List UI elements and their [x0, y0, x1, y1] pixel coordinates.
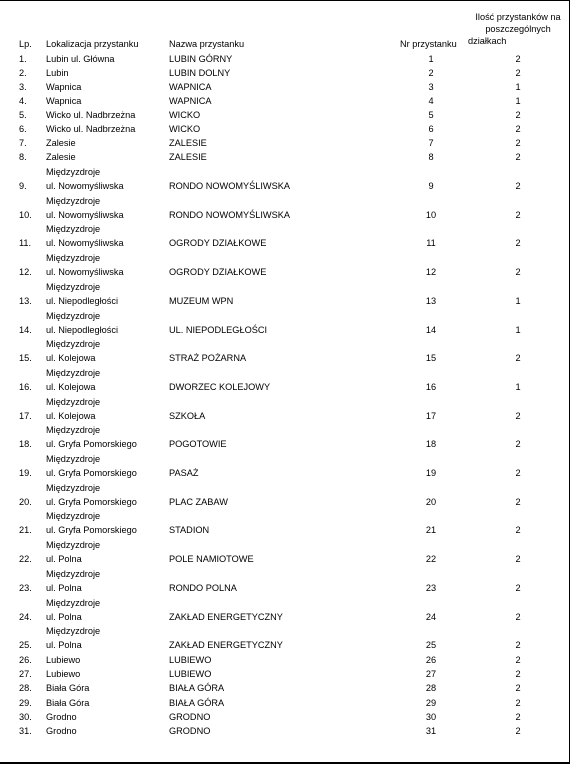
stop-count: 2 — [515, 669, 521, 680]
stop-count: 2 — [515, 697, 521, 708]
row-number: 21. — [19, 525, 32, 536]
row-number: 15. — [19, 353, 32, 364]
stop-count: 2 — [515, 353, 521, 364]
location-street: Grodno — [46, 726, 77, 736]
row-number: 12. — [19, 267, 32, 278]
location-street: ul. Kolejowa — [46, 381, 96, 392]
row-number: 26. — [19, 655, 32, 665]
stop-number: 20 — [425, 496, 437, 507]
stop-number: 8 — [428, 152, 434, 162]
location-city: Międzyzdroje — [46, 396, 101, 407]
stop-number: 30 — [425, 711, 437, 722]
stop-count: 2 — [515, 525, 521, 536]
stop-count: 2 — [515, 683, 521, 694]
stop-name: RONDO NOWOMYŚLIWSKA — [169, 181, 290, 191]
row-number: 28. — [19, 683, 32, 694]
stop-number: 7 — [428, 138, 434, 148]
location-street: Zalesie — [46, 138, 76, 148]
stop-number: 6 — [428, 124, 434, 134]
location-street: ul. Gryfa Pomorskiego — [46, 439, 137, 450]
location-street: ul. Nowomyśliwska — [46, 181, 124, 191]
row-number: 24. — [19, 611, 32, 622]
location-street: Wapnica — [46, 96, 82, 106]
stop-name: ZALESIE — [169, 138, 207, 148]
location-city: Międzyzdroje — [46, 253, 101, 264]
location-city: Międzyzdroje — [46, 367, 101, 378]
row-number: 11. — [19, 238, 32, 249]
stop-number: 12 — [425, 267, 437, 278]
stop-count: 2 — [515, 267, 521, 278]
stop-count: 2 — [515, 655, 521, 665]
stop-number: 22 — [425, 554, 437, 565]
stop-name: POLE NAMIOTOWE — [169, 554, 254, 565]
stop-count: 1 — [515, 82, 521, 92]
location-city: Międzyzdroje — [46, 540, 101, 551]
header-count-line3: działkach — [468, 36, 507, 46]
stop-number: 24 — [425, 611, 437, 622]
location-street: ul. Gryfa Pomorskiego — [46, 468, 137, 478]
stop-count: 2 — [515, 238, 521, 249]
stop-name: WICKO — [169, 110, 201, 120]
location-street: Zalesie — [46, 152, 76, 162]
stop-name: MUZEUM WPN — [169, 295, 234, 306]
stop-name: ZAKŁAD ENERGETYCZNY — [169, 640, 283, 651]
location-street: ul. Niepodległości — [46, 324, 119, 335]
row-number: 16. — [19, 381, 32, 392]
stop-number: 10 — [425, 209, 437, 220]
row-number: 6. — [19, 124, 27, 134]
row-number: 18. — [19, 439, 32, 450]
stop-number: 19 — [425, 468, 437, 478]
stop-name: ZAKŁAD ENERGETYCZNY — [169, 611, 283, 622]
location-street: ul. Polna — [46, 582, 82, 593]
location-city: Międzyzdroje — [46, 568, 101, 579]
stop-number: 13 — [425, 295, 437, 306]
stop-count: 2 — [515, 410, 521, 421]
stop-number: 9 — [428, 181, 434, 191]
stop-name: OGRODY DZIAŁKOWE — [169, 267, 267, 278]
stop-number: 15 — [425, 353, 437, 364]
row-number: 13. — [19, 295, 32, 306]
stop-count: 2 — [515, 124, 521, 134]
stop-name: LUBIEWO — [169, 655, 212, 665]
location-street: Wicko ul. Nadbrzeżna — [46, 124, 136, 134]
stop-number: 3 — [428, 82, 434, 92]
stop-number: 23 — [425, 582, 437, 593]
stop-count: 2 — [515, 110, 521, 120]
stop-count: 2 — [515, 439, 521, 450]
stop-name: ZALESIE — [169, 152, 207, 162]
location-street: Wapnica — [46, 82, 82, 92]
header-location: Lokalizacja przystanku — [46, 39, 139, 49]
stop-name: DWORZEC KOLEJOWY — [169, 381, 271, 392]
stop-number: 18 — [425, 439, 437, 450]
row-number: 17. — [19, 410, 32, 421]
stop-count: 1 — [515, 295, 521, 306]
row-number: 30. — [19, 711, 32, 722]
stop-name: RONDO NOWOMYŚLIWSKA — [169, 209, 290, 220]
location-street: ul. Kolejowa — [46, 410, 96, 421]
location-street: Biała Góra — [46, 683, 90, 694]
stop-number: 28 — [425, 683, 437, 694]
stop-name: BIAŁA GÓRA — [169, 697, 225, 708]
location-city: Międzyzdroje — [46, 597, 101, 608]
row-number: 7. — [19, 138, 27, 148]
location-street: Wicko ul. Nadbrzeżna — [46, 110, 136, 120]
stop-name: LUBIN GÓRNY — [169, 54, 233, 64]
stop-count: 2 — [515, 496, 521, 507]
stop-name: LUBIEWO — [169, 669, 212, 680]
stop-count: 2 — [515, 68, 521, 78]
stop-count: 2 — [515, 640, 521, 651]
row-number: 22. — [19, 554, 32, 565]
stop-count: 2 — [515, 554, 521, 565]
stop-number: 5 — [428, 110, 434, 120]
stop-count: 2 — [515, 181, 521, 191]
row-number: 19. — [19, 468, 32, 478]
location-street: ul. Polna — [46, 640, 82, 651]
stop-count: 2 — [515, 138, 521, 148]
stop-name: GRODNO — [169, 726, 211, 736]
location-street: Lubin ul. Główna — [46, 54, 115, 64]
location-city: Międzyzdroje — [46, 626, 101, 637]
row-number: 29. — [19, 697, 32, 708]
stop-count: 2 — [515, 611, 521, 622]
header-lp: Lp. — [19, 39, 32, 49]
stop-number: 29 — [425, 697, 437, 708]
header-stop-name: Nazwa przystanku — [169, 39, 245, 49]
stop-name: BIAŁA GÓRA — [169, 683, 225, 694]
stop-count: 2 — [515, 726, 521, 736]
location-street: ul. Polna — [46, 554, 82, 565]
location-street: ul. Polna — [46, 611, 82, 622]
stop-name: UL. NIEPODLEGŁOŚCI — [169, 324, 268, 335]
stop-name: WAPNICA — [169, 96, 212, 106]
stop-number: 14 — [425, 324, 437, 335]
row-number: 8. — [19, 152, 27, 162]
location-street: ul. Nowomyśliwska — [46, 209, 124, 220]
location-street: Lubiewo — [46, 669, 81, 680]
location-street: ul. Nowomyśliwska — [46, 238, 124, 249]
header-count-line2: poszczególnych — [485, 24, 551, 34]
stop-number: 26 — [425, 655, 437, 665]
stop-number: 4 — [428, 96, 434, 106]
location-city: Międzyzdroje — [46, 454, 101, 464]
stop-name: PLAC ZABAW — [169, 496, 228, 507]
row-number: 9. — [19, 181, 27, 191]
row-number: 3. — [19, 82, 27, 92]
stop-number: 25 — [425, 640, 437, 651]
location-street: ul. Nowomyśliwska — [46, 267, 124, 278]
row-number: 4. — [19, 96, 27, 106]
stop-name: PASAŻ — [169, 468, 199, 478]
location-city: Międzyzdroje — [46, 339, 101, 350]
stop-count: 2 — [515, 209, 521, 220]
location-city: Międzyzdroje — [46, 511, 101, 522]
stop-count: 1 — [515, 96, 521, 106]
stop-number: 16 — [425, 381, 437, 392]
stop-name: RONDO POLNA — [169, 582, 237, 593]
stop-name: WICKO — [169, 124, 201, 134]
location-city: Międzyzdroje — [46, 281, 101, 292]
location-street: ul. Gryfa Pomorskiego — [46, 525, 137, 536]
row-number: 10. — [19, 209, 32, 220]
stop-count: 2 — [515, 711, 521, 722]
location-street: Lubiewo — [46, 655, 81, 665]
row-number: 20. — [19, 496, 32, 507]
stop-count: 2 — [515, 54, 521, 64]
stop-number: 11 — [426, 238, 436, 249]
location-street: ul. Gryfa Pomorskiego — [46, 496, 137, 507]
row-number: 31. — [19, 726, 32, 736]
location-street: ul. Niepodległości — [46, 295, 119, 306]
stop-count: 2 — [515, 152, 521, 162]
stop-name: OGRODY DZIAŁKOWE — [169, 238, 267, 249]
location-city: Międzyzdroje — [46, 482, 101, 493]
header-stop-number: Nr przystanku — [400, 39, 457, 49]
stop-number: 1 — [428, 54, 434, 64]
row-number: 5. — [19, 110, 27, 120]
stop-name: POGOTOWIE — [169, 439, 227, 450]
row-number: 27. — [19, 669, 32, 680]
stop-number: 27 — [425, 669, 437, 680]
stop-name: STADION — [169, 525, 210, 536]
header-count-line1: Ilość przystanków na — [475, 12, 561, 22]
row-number: 2. — [19, 68, 27, 78]
stop-count: 2 — [515, 582, 521, 593]
stop-name: GRODNO — [169, 711, 211, 722]
stop-number: 21 — [425, 525, 437, 536]
row-number: 23. — [19, 582, 32, 593]
stop-name: SZKOŁA — [169, 410, 206, 421]
location-street: Grodno — [46, 711, 77, 722]
stop-number: 2 — [428, 68, 434, 78]
location-city: Międzyzdroje — [46, 310, 101, 321]
stop-number: 31 — [425, 726, 437, 736]
stop-name: LUBIN DOLNY — [169, 68, 231, 78]
stop-count: 1 — [515, 381, 521, 392]
location-city: Międzyzdroje — [46, 425, 101, 436]
stop-count: 2 — [515, 468, 521, 478]
stop-name: WAPNICA — [169, 82, 212, 92]
location-city: Międzyzdroje — [46, 224, 101, 235]
row-number: 14. — [19, 324, 32, 335]
location-street: Biała Góra — [46, 697, 90, 708]
stop-count: 1 — [515, 324, 521, 335]
stop-name: STRAŻ POŻARNA — [169, 353, 247, 364]
location-street: ul. Kolejowa — [46, 353, 96, 364]
stop-number: 17 — [425, 410, 437, 421]
location-street: Lubin — [46, 68, 69, 78]
row-number: 25. — [19, 640, 32, 651]
location-city: Międzyzdroje — [46, 167, 101, 177]
location-city: Międzyzdroje — [46, 195, 101, 206]
row-number: 1. — [19, 54, 27, 64]
